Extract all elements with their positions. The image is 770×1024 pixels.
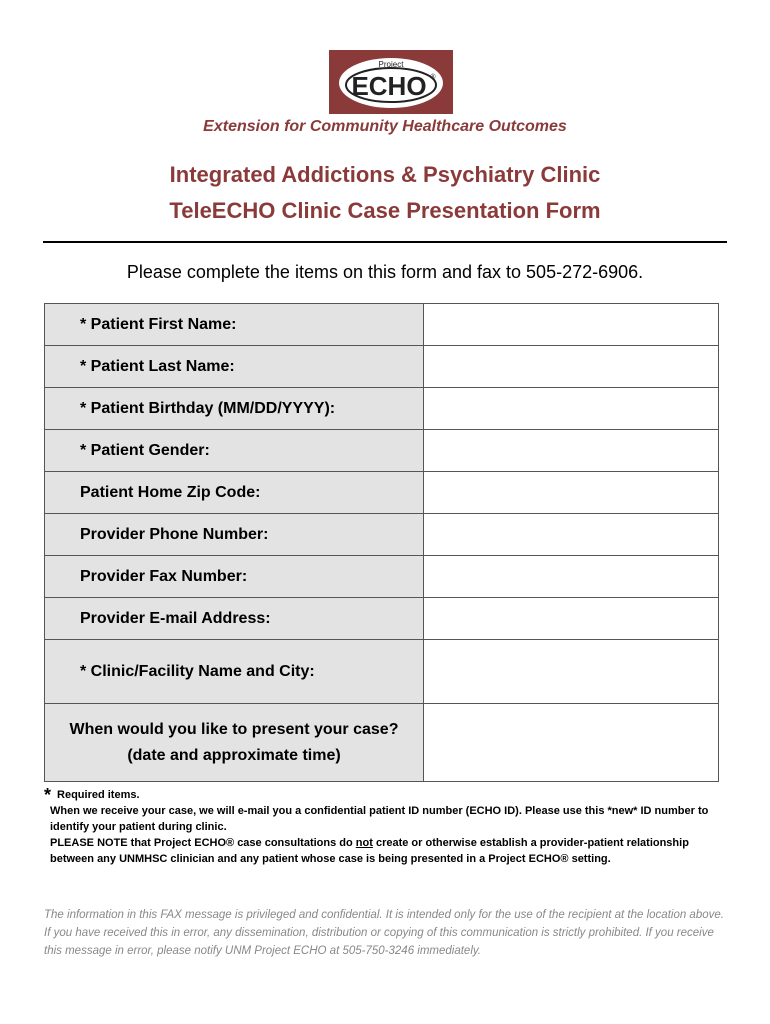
form-row-last-name (45, 346, 719, 388)
patient-zip-field[interactable] (424, 472, 719, 514)
field-label: * Patient Last Name: (45, 346, 424, 388)
tagline: Extension for Community Healthcare Outcomes (203, 118, 567, 135)
field-label: * Patient Gender: (45, 430, 424, 472)
case-form-table (44, 303, 719, 782)
title-divider (43, 241, 727, 243)
form-row-provider-phone (45, 514, 719, 556)
field-label: * Patient First Name: (45, 304, 424, 346)
svg-text:ECHO: ECHO (351, 71, 427, 101)
project-echo-logo (329, 50, 453, 114)
required-note (44, 787, 724, 803)
form-row-clinic (45, 640, 719, 704)
patient-gender-field[interactable] (424, 430, 719, 472)
present-question-label (45, 704, 424, 782)
patient-last-name-field[interactable] (424, 346, 719, 388)
field-label: Patient Home Zip Code: (45, 472, 424, 514)
field-label: Provider E-mail Address: (45, 598, 424, 640)
provider-email-field[interactable] (424, 598, 719, 640)
form-title-line1: Integrated Addictions & Psychiatry Clinic (169, 162, 601, 187)
form-row-present-time (45, 704, 719, 782)
svg-text:Project: Project (378, 60, 404, 69)
disclaimer-provider-note (44, 835, 724, 867)
form-row-zip (45, 472, 719, 514)
clinic-facility-field[interactable] (424, 640, 719, 704)
echo-id-note: When we receive your case, we will e-mail you a confidential patient ID number (ECHO ID). Please use this *new* ID number to identify your patient during clinic. (50, 805, 709, 833)
field-label: * Clinic/Facility Name and City: (45, 640, 424, 704)
form-title-line2: TeleECHO Clinic Case Presentation Form (169, 198, 601, 223)
patient-first-name-field[interactable] (424, 304, 719, 346)
required-items-text: Required items. (57, 789, 140, 801)
note-text-not: not (355, 837, 373, 849)
form-row-birthday (45, 388, 719, 430)
field-label: * Patient Birthday (MM/DD/YYYY): (45, 388, 424, 430)
form-row-gender (45, 430, 719, 472)
form-row-provider-fax (45, 556, 719, 598)
note-text-a: PLEASE NOTE that Project ECHO® case consultations do (50, 837, 356, 849)
note-text-b: create or otherwise establish a provider-patient relationship between any UNMHSC clinician and any patient whose case is being presented in a Project ECHO® setting. (50, 837, 689, 865)
echo-logo-icon (329, 50, 453, 114)
field-label: Provider Fax Number: (45, 556, 424, 598)
fax-instructions: Please complete the items on this form and fax to 505-272-6906. (126, 262, 644, 282)
patient-birthday-field[interactable] (424, 388, 719, 430)
svg-text:®: ® (430, 74, 436, 81)
present-question-line1: When would you like to present your case? (69, 720, 399, 738)
field-label: Provider Phone Number: (45, 514, 424, 556)
provider-fax-field[interactable] (424, 556, 719, 598)
provider-phone-field[interactable] (424, 514, 719, 556)
confidentiality-disclaimer: The information in this FAX message is privileged and confidential. It is intended only for the use of the recipient at the location above. If you have received this in error, any dissemination, distribution or copying of this communication is strictly prohibited. If you receive this message in error, please notify UNM Project ECHO at 505-750-3246 immediately. (44, 909, 724, 957)
present-question-line2: (date and approximate time) (127, 746, 341, 764)
form-notes (44, 787, 724, 867)
form-row-first-name (45, 304, 719, 346)
form-row-provider-email (45, 598, 719, 640)
present-time-field[interactable] (424, 704, 719, 782)
required-star: * (44, 785, 52, 805)
